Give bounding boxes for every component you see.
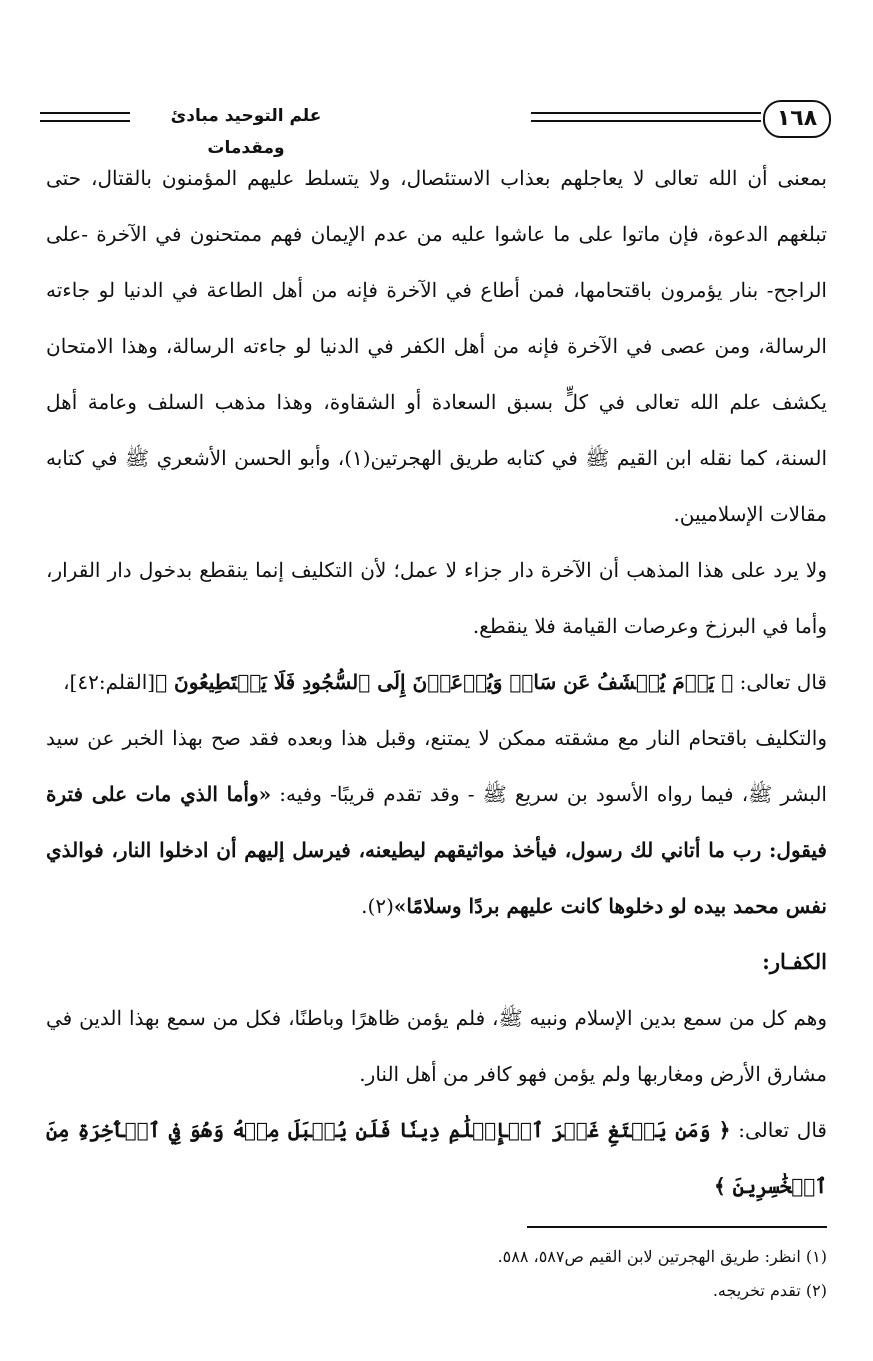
hadith-quote: «وأما الذي مات على فترة فيقول: رب ما أتاني لك رسول، فيأخذ مواثيقهم ليطيعنه، فيرسل إليهم أن ادخلوا النار، فوالذي نفس محمد بيده لو دخلوها كانت عليهم بردًا وسلامًا» xyxy=(46,782,827,918)
quote-intro: قال تعالى: xyxy=(733,670,827,694)
paragraph-3 xyxy=(46,710,827,934)
paragraph-3-text: والتكليف باقتحام النار مع مشقته ممكن لا يمتنع، وقبل هذا وبعده فقد صح بهذا الخبر عن سيد البشر ﷺ، فيما رواه الأسود بن سريع ﷺ - وقد تقدم قريبًا- وفيه: xyxy=(46,726,827,806)
paragraph-1: بمعنى أن الله تعالى لا يعاجلهم بعذاب الاستئصال، ولا يتسلط عليهم المؤمنون بالقتال، حتى تبلغهم الدعوة، فإن ماتوا على ما عاشوا عليه من عدم الإيمان فهم ممتحنون في الآخرة -على الراجح- بنار يؤمرون باقتحامها، فمن أطاع في الآخرة فإنه من أهل الطاعة في الدنيا لو جاءته الرسالة، ومن عصى في الآخرة فإنه من أهل الكفر في الدنيا لو جاءته الرسالة، وهذا الامتحان يكشف علم الله تعالى في كلٍّ بسبق السعادة أو الشقاوة، وهذا مذهب السلف وعامة أهل السنة، كما نقله ابن القيم ﷺ في كتابه طريق الهجرتين(١)، وأبو الحسن الأشعري ﷺ في كتابه مقالات الإسلاميين. xyxy=(46,166,828,526)
page-header xyxy=(40,100,833,158)
quran-quote-2 xyxy=(46,1102,827,1214)
paragraph-2: ولا يرد على هذا المذهب أن الآخرة دار جزاء لا عمل؛ لأن التكليف إنما ينقطع بدخول دار القرار، وأما في البرزخ وعرصات القيامة فلا ينقطع. xyxy=(46,558,827,638)
section-title: الكفـار: xyxy=(762,949,827,974)
quran-verse: ﴿ يَوۡمَ يُكۡشَفُ عَن سَاقٖ وَيُدۡعَوۡنَ إِلَى ٱلسُّجُودِ فَلَا يَسۡتَطِيعُونَ ﴾ xyxy=(155,670,734,694)
footnote-separator xyxy=(527,1226,827,1228)
verse-reference: [القلم:٤٢]، xyxy=(63,670,156,694)
paragraph-4: وهم كل من سمع بدين الإسلام ونبيه ﷺ، فلم يؤمن ظاهرًا وباطنًا، فكل من سمع بهذا الدين في مشارق الأرض ومغاربها ولم يؤمن فهو كافر من أهل النار. xyxy=(46,1006,827,1086)
header-rule-right xyxy=(531,112,761,122)
footnote-2: (٢) تقدم تخريجه. xyxy=(712,1281,827,1300)
header-rule-left xyxy=(40,112,130,122)
footnote-ref: (٢). xyxy=(361,894,394,918)
quran-quote-1 xyxy=(46,654,827,710)
quote-intro: قال تعالى: xyxy=(730,1118,827,1142)
footnote-1: (١) انظر: طريق الهجرتين لابن القيم ص٥٨٧، ٥٨٨. xyxy=(497,1247,827,1266)
page-body xyxy=(46,150,827,1214)
quran-verse: ﴿ وَمَن يَبۡتَغِ غَيۡرَ ٱلۡإِسۡلَٰمِ دِينٗا فَلَن يُقۡبَلَ مِنۡهُ وَهُوَ فِي ٱلۡأٓخِرَةِ مِنَ ٱلۡخَٰسِرِينَ ﴾ xyxy=(46,1118,827,1198)
footnotes xyxy=(46,1240,827,1308)
book-title: علم التوحيد مبادئ ومقدمات xyxy=(170,106,322,158)
page-number: ١٦٨ xyxy=(763,100,831,138)
